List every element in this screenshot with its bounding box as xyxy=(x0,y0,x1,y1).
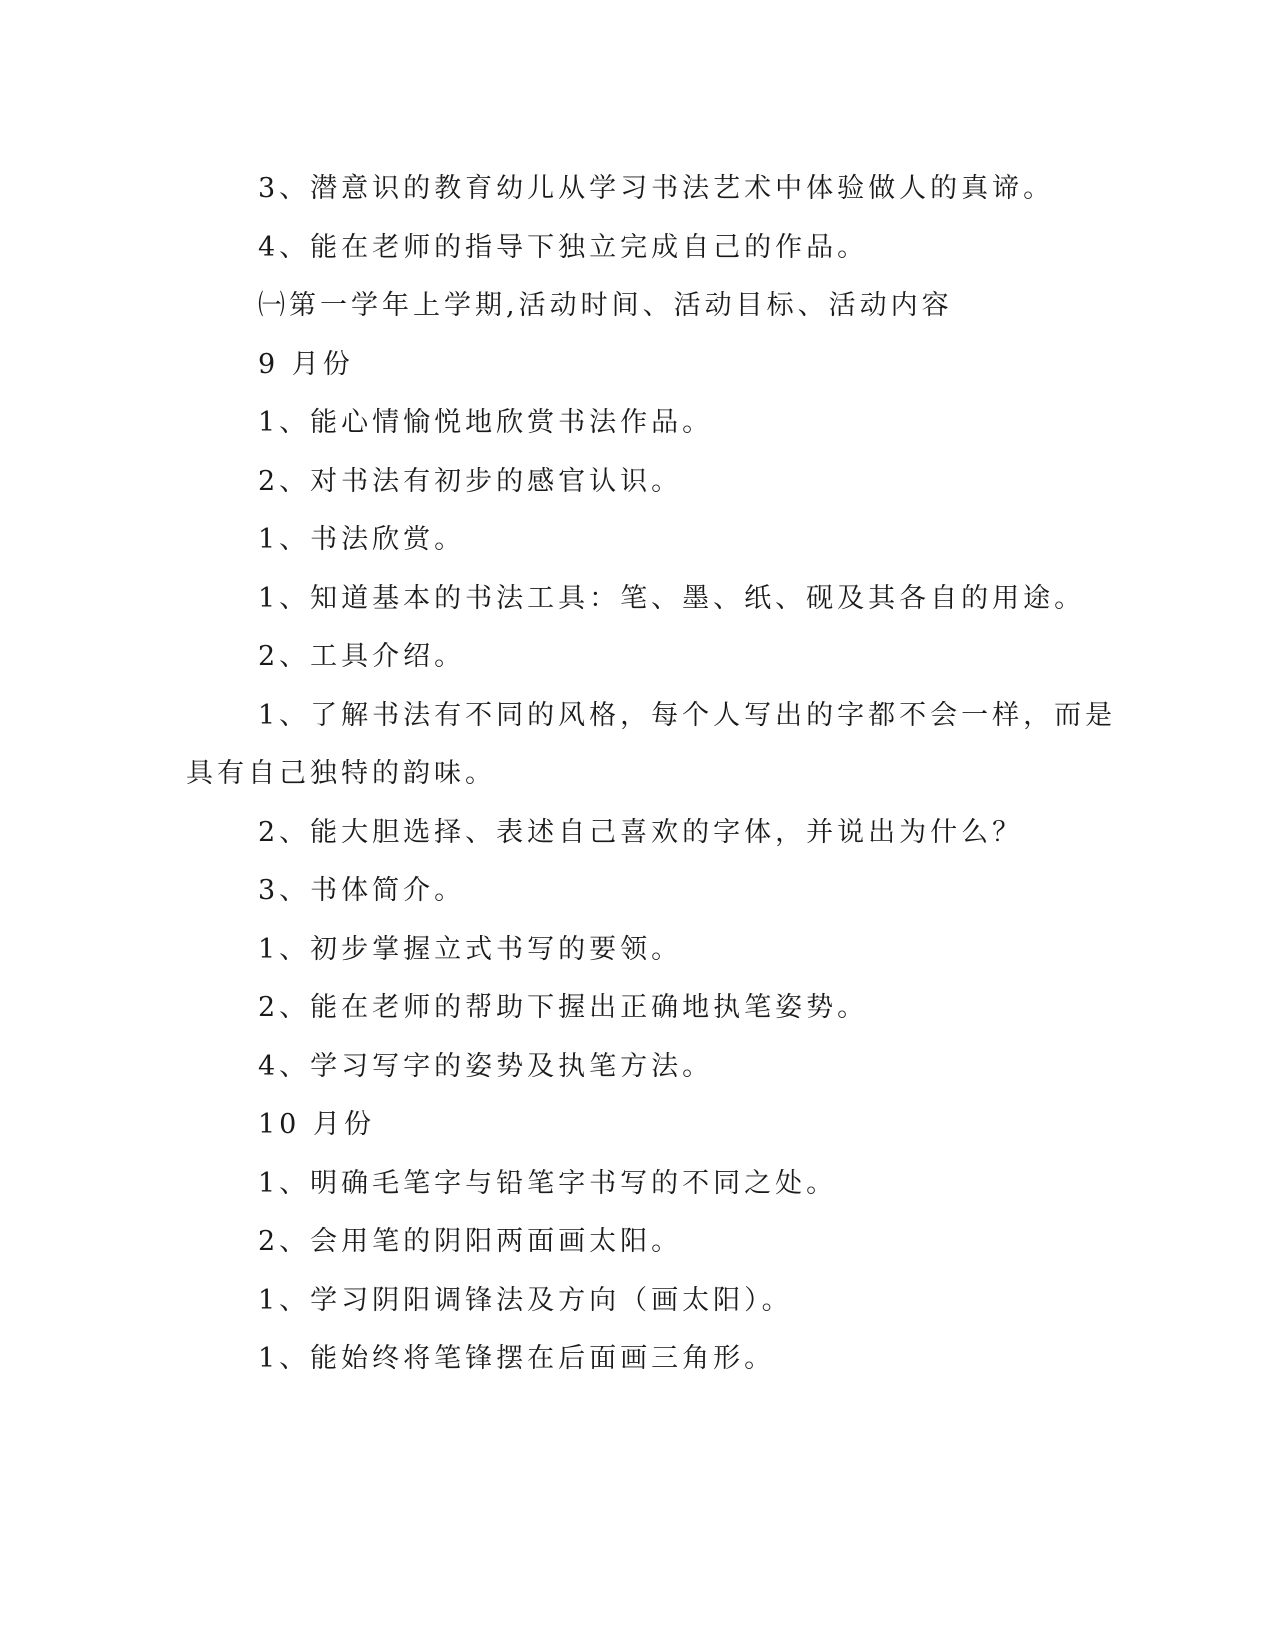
section-heading: ㈠第一学年上学期,活动时间、活动目标、活动内容 xyxy=(258,290,953,321)
text-line: 3、书体简介。 xyxy=(258,875,466,906)
text-line: 1、学习阴阳调锋法及方向（画太阳）。 xyxy=(258,1285,793,1316)
text-line: 1、了解书法有不同的风格，每个人写出的字都不会一样，而是 xyxy=(258,700,1117,731)
text-line: 1、初步掌握立式书写的要领。 xyxy=(258,934,683,965)
text-line: 2、工具介绍。 xyxy=(258,641,466,672)
text-line: 1、明确毛笔字与铅笔字书写的不同之处。 xyxy=(258,1168,838,1199)
month-heading: 10 月份 xyxy=(258,1109,375,1140)
text-line: 4、能在老师的指导下独立完成自己的作品。 xyxy=(258,232,869,263)
text-line: 3、潜意识的教育幼儿从学习书法艺术中体验做人的真谛。 xyxy=(258,173,1055,204)
text-line: 2、能大胆选择、表述自己喜欢的字体，并说出为什么？ xyxy=(258,817,1024,848)
text-line: 4、学习写字的姿势及执笔方法。 xyxy=(258,1051,714,1082)
month-heading: 9 月份 xyxy=(258,349,354,380)
text-line: 1、知道基本的书法工具：笔、墨、纸、砚及其各自的用途。 xyxy=(258,583,1086,614)
text-line: 1、能心情愉悦地欣赏书法作品。 xyxy=(258,407,714,438)
text-line: 2、会用笔的阴阳两面画太阳。 xyxy=(258,1226,683,1257)
text-line-continued: 具有自己独特的韵味。 xyxy=(186,758,496,789)
text-line: 1、书法欣赏。 xyxy=(258,524,466,555)
text-line: 1、能始终将笔锋摆在后面画三角形。 xyxy=(258,1343,776,1374)
text-line: 2、对书法有初步的感官认识。 xyxy=(258,466,683,497)
text-line: 2、能在老师的帮助下握出正确地执笔姿势。 xyxy=(258,992,869,1023)
